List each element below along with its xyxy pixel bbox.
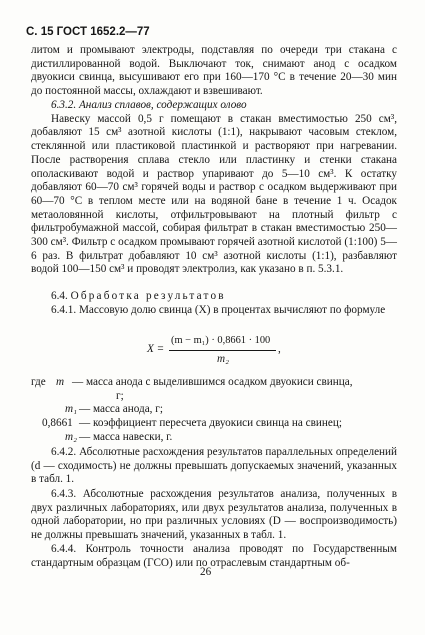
intro-paragraph: литом и промывают электроды, подставляя по очереди три стакана с дистиллированной водой. Выключают ток, снимают анод с осадком двуокиси свинца, высушивают его при 160—170 °С в течение 20—30 мин до постоянной массы, охлаждают и взвешивают. (31, 44, 397, 98)
section-6-4-3: 6.4.3. Абсолютные расхождения результатов анализа, полученных в двух различных лабораториях, или двух результатов анализа, полученных в одной лаборатории, но при различных условиях (D — воспроизводимость) не должны превышать значений, указанных в табл. 1. (31, 488, 397, 542)
definition-row (31, 417, 397, 431)
formula-denominator: m₂ (217, 353, 229, 365)
definition-symbol: m₁ (65, 403, 77, 416)
section-6-4-1: 6.4.1. Массовую долю свинца (X) в процентах вычисляют по формуле (51, 303, 386, 316)
where-label: где (31, 376, 46, 388)
definition-symbol: 0,8661 (42, 417, 73, 430)
definition-row (31, 390, 397, 404)
definition-row (31, 403, 397, 417)
definition-symbol: m (56, 376, 65, 388)
definition-row (31, 431, 397, 445)
section-6-4-title: Обработка результатов (70, 290, 226, 302)
definition-text: — масса анода с выделившимся осадком двуокиси свинца, (72, 376, 353, 388)
formula-lhs: X = (147, 343, 165, 355)
section-6-4-heading (31, 290, 397, 304)
definition-text: — коэффициент пересчета двуокиси свинца на свинец; (79, 417, 342, 430)
section-6-3-2-body: Навеску массой 0,5 г помещают в стакан вместимостью 250 см³, добавляют 15 см³ азотной кислоты (1:1), накрывают часовым стеклом, стеклянной или пластиковой пластинкой и растворяют при нагревании. После растворения сплава стекло или пластинку и стенки стакана ополаскивают водой и раствор упаривают до 5—10 см³. К остатку добавляют 60—70 см³ горячей воды и раствор с осадком выдерживают при 60—70 °С в теплом месте или на водяной бане в течение 1 ч. Осадок метаоловянной кислоты, отфильтровывают на плотный фильтр с фильтробумажной массой, собирая фильтрат в стакан вместимостью 250—300 см³. Фильтр с осадком промывают горячей азотной кислотой (1:100) 5—6 раз. В фильтрат добавляют 10 см³ азотной кислоты (1:1), разбавляют водой 100—150 см³ и проводят электролиз, как указано в п. 5.3.1. (31, 112, 397, 276)
section-6-4-4: 6.4.4. Контроль точности анализа проводят по Государственным стандартным образцам (ГСО) или по отраслевым стандартным об- (31, 543, 397, 569)
formula-comma: , (278, 343, 281, 355)
definition-symbol: m₂ (65, 430, 77, 443)
definition-text: — масса навески, г. (79, 430, 173, 443)
formula (147, 334, 297, 368)
page-number: 26 (200, 566, 212, 578)
variable-definitions (31, 376, 397, 444)
definition-text: г; (116, 389, 124, 402)
section-6-4-number: 6.4. (51, 290, 68, 302)
formula-fraction-bar (169, 350, 276, 351)
section-6-4-2: 6.4.2. Абсолютные расхождения результатов параллельных определений (d — сходимость) не должны превышать допускаемых значений, указанных в табл. 1. (31, 446, 397, 486)
definition-text: — масса анода, г; (79, 403, 163, 416)
formula-numerator: (m − m₁) · 0,8661 · 100 (171, 335, 271, 346)
page-header: С. 15 ГОСТ 1652.2—77 (26, 26, 150, 38)
section-6-3-2-title: 6.3.2. Анализ сплавов, содержащих олово (51, 99, 247, 111)
definition-row (31, 376, 397, 390)
